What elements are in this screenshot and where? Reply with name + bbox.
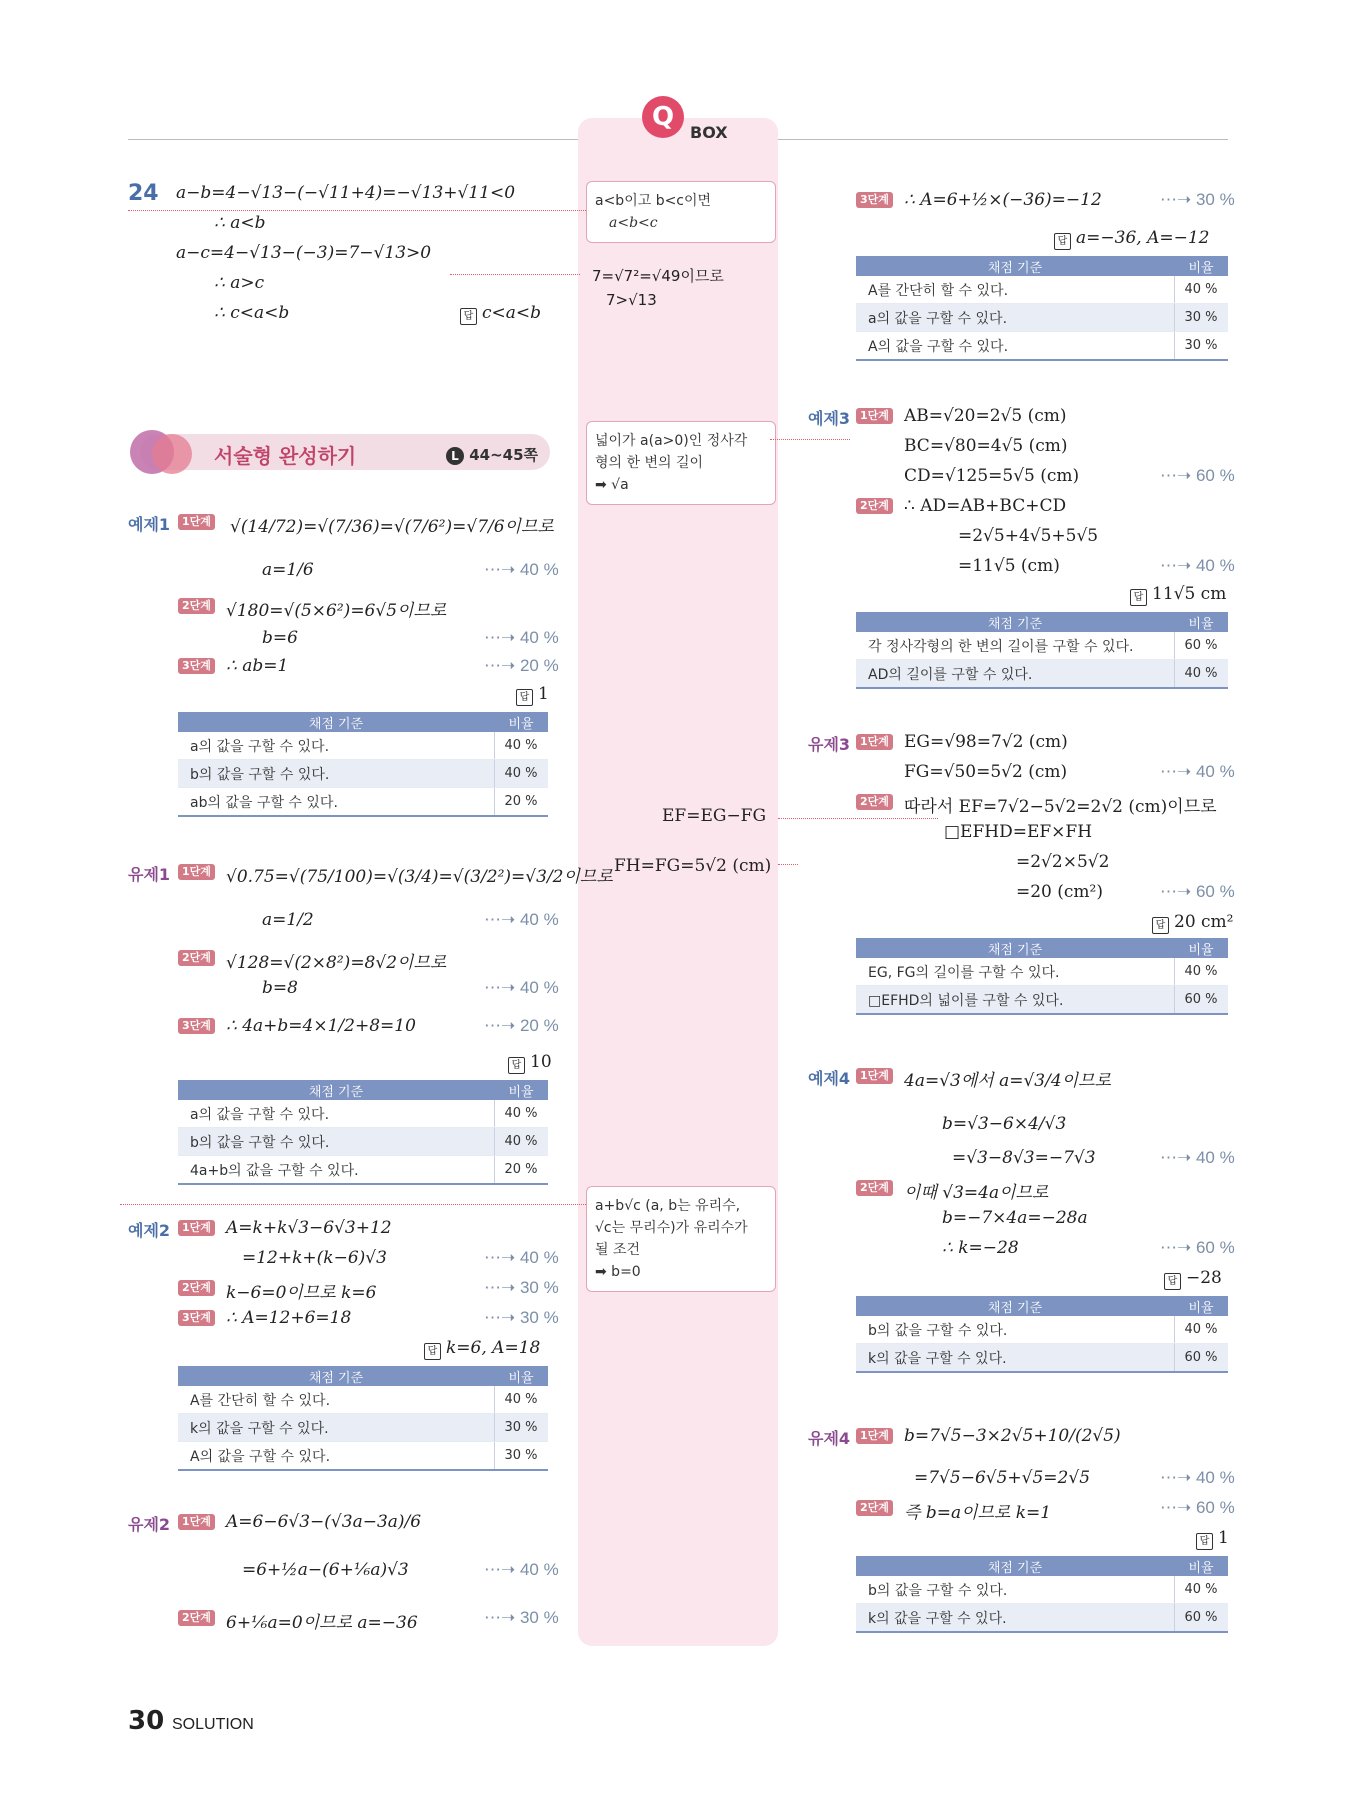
ex3-answer: 답 11√5 cm xyxy=(1130,584,1226,606)
ex3-line: ∴ AD=AB+BC+CD xyxy=(904,496,1067,516)
qbox-note-rational xyxy=(586,1186,776,1292)
ratio-cell: 40 % xyxy=(494,732,548,760)
ex4-percent: ⋯➝ 40 % xyxy=(1160,1148,1235,1167)
yu2-line: ∴ A=6+½×(−36)=−12 xyxy=(904,190,1102,210)
answer-icon: 답 xyxy=(1196,1533,1213,1550)
ex3-criteria-table xyxy=(856,612,1228,689)
step-3-badge: 3단계 xyxy=(178,1310,215,1326)
ratio-header: 비율 xyxy=(494,1366,548,1386)
example-1-tag: 예제1 xyxy=(128,515,171,534)
note-line: a<b<c xyxy=(609,215,658,231)
yu3-percent: ⋯➝ 40 % xyxy=(1160,762,1235,781)
step-2-badge: 2단계 xyxy=(178,950,215,966)
p24-line: a−b=4−√13−(−√11+4)=−√13+√11<0 xyxy=(176,183,516,203)
connector xyxy=(778,818,938,819)
crit-header: 채점 기준 xyxy=(178,1080,494,1100)
connector xyxy=(778,864,798,865)
note-line: 넓이가 a(a>0)인 정사각 xyxy=(595,433,748,449)
ref-pages xyxy=(446,444,538,465)
ratio-cell: 40 % xyxy=(494,1128,548,1156)
ex2-line: A=k+k√3−6√3+12 xyxy=(226,1218,392,1238)
qbox-note-square xyxy=(586,421,776,505)
step-2-badge: 2단계 xyxy=(178,1280,215,1296)
step-1-badge: 1단계 xyxy=(178,1514,215,1530)
p24-answer: 답 c<a<b xyxy=(460,303,541,325)
crit-cell: b의 값을 구할 수 있다. xyxy=(856,1576,1174,1604)
yu3-line: □EFHD=EF×FH xyxy=(944,822,1093,842)
step-1-badge: 1단계 xyxy=(178,864,215,880)
answer-icon: 답 xyxy=(1054,233,1071,250)
yu2-percent: ⋯➝ 30 % xyxy=(484,1608,559,1627)
ex4-line: ∴ k=−28 xyxy=(942,1238,1019,1258)
ex1-criteria-table xyxy=(178,712,548,817)
ex4-line: 이때 √3=4a이므로 xyxy=(904,1183,1049,1203)
yu4-line: 즉 b=a이므로 k=1 xyxy=(904,1503,1052,1523)
step-2-badge: 2단계 xyxy=(856,794,893,810)
ex1-percent: ⋯➝ 20 % xyxy=(484,656,559,675)
ex4-line: b=√3−6×4/√3 xyxy=(942,1114,1067,1134)
top-rule-right xyxy=(778,139,1228,140)
ex3-percent: ⋯➝ 40 % xyxy=(1160,556,1235,575)
ex4-percent: ⋯➝ 60 % xyxy=(1160,1238,1235,1257)
example-3-tag: 예제3 xyxy=(808,409,851,428)
connector xyxy=(450,274,580,275)
note-line: √c는 무리수)가 유리수가 xyxy=(595,1220,748,1236)
crit-header: 채점 기준 xyxy=(856,612,1174,632)
crit-cell: b의 값을 구할 수 있다. xyxy=(856,1316,1174,1344)
ratio-cell: 20 % xyxy=(494,788,548,817)
ex2-percent: ⋯➝ 30 % xyxy=(484,1308,559,1327)
qbox-note-ef: EF=EG−FG xyxy=(662,806,767,826)
step-2-badge: 2단계 xyxy=(178,598,215,614)
yu1-line: a=1/2 xyxy=(262,910,314,930)
footer-section: SOLUTION xyxy=(172,1716,254,1733)
ex3-line: =11√5 (cm) xyxy=(958,556,1060,576)
crit-header: 채점 기준 xyxy=(856,256,1174,276)
step-1-badge: 1단계 xyxy=(178,514,215,530)
ex1-line: √180=√(5×6²)=6√5이므로 xyxy=(226,601,447,621)
crit-header: 채점 기준 xyxy=(856,938,1174,958)
crit-cell: 각 정사각형의 한 변의 길이를 구할 수 있다. xyxy=(856,632,1174,660)
answer-icon: 답 xyxy=(1164,1273,1181,1290)
yu1-line: ∴ 4a+b=4×1/2+8=10 xyxy=(226,1016,416,1036)
yu4-criteria-table xyxy=(856,1556,1228,1633)
crit-cell: ab의 값을 구할 수 있다. xyxy=(178,788,494,817)
crit-cell: A의 값을 구할 수 있다. xyxy=(856,332,1174,361)
crit-cell: A의 값을 구할 수 있다. xyxy=(178,1442,494,1471)
yu2-criteria-table xyxy=(856,256,1228,361)
yu3-line: =2√2×5√2 xyxy=(1016,852,1110,872)
ratio-cell: 40 % xyxy=(1174,1316,1228,1344)
ratio-header: 비율 xyxy=(1174,938,1228,958)
crit-header: 채점 기준 xyxy=(856,1296,1174,1316)
ex2-line: ∴ A=12+6=18 xyxy=(226,1308,352,1328)
practice-1-tag: 유제1 xyxy=(128,865,171,884)
ratio-cell: 20 % xyxy=(494,1156,548,1185)
ex2-line: k−6=0이므로 k=6 xyxy=(226,1283,377,1303)
ratio-cell: 30 % xyxy=(1174,332,1228,361)
answer-icon: 답 xyxy=(1152,917,1169,934)
yu1-percent: ⋯➝ 40 % xyxy=(484,910,559,929)
crit-cell: b의 값을 구할 수 있다. xyxy=(178,760,494,788)
qbox-badge: Q xyxy=(642,96,684,138)
note-line: 형의 한 변의 길이 xyxy=(595,455,704,471)
ex1-line: ∴ ab=1 xyxy=(226,656,289,676)
yu3-line: 따라서 EF=7√2−5√2=2√2 (cm)이므로 xyxy=(904,797,1217,817)
ex1-percent: ⋯➝ 40 % xyxy=(484,560,559,579)
ratio-header: 비율 xyxy=(1174,1556,1228,1576)
step-1-badge: 1단계 xyxy=(178,1220,215,1236)
connector xyxy=(770,439,850,440)
ratio-cell: 30 % xyxy=(494,1442,548,1471)
step-1-badge: 1단계 xyxy=(856,1068,893,1084)
ratio-header: 비율 xyxy=(494,1080,548,1100)
crit-header: 채점 기준 xyxy=(178,1366,494,1386)
crit-cell: b의 값을 구할 수 있다. xyxy=(178,1128,494,1156)
ex4-line: 4a=√3에서 a=√3/4이므로 xyxy=(904,1071,1111,1091)
yu1-line: b=8 xyxy=(262,978,298,998)
ratio-header: 비율 xyxy=(494,712,548,732)
ratio-cell: 60 % xyxy=(1174,1344,1228,1373)
yu4-percent: ⋯➝ 60 % xyxy=(1160,1498,1235,1517)
ex4-criteria-table xyxy=(856,1296,1228,1373)
ex2-criteria-table xyxy=(178,1366,548,1471)
section-title: 서술형 완성하기 xyxy=(214,444,357,468)
yu4-line: =7√5−6√5+√5=2√5 xyxy=(914,1468,1091,1488)
yu2-line: 6+⅙a=0이므로 a=−36 xyxy=(226,1613,418,1633)
ratio-cell: 60 % xyxy=(1174,632,1228,660)
yu4-line: b=7√5−3×2√5+10/(2√5) xyxy=(904,1426,1121,1446)
step-3-badge: 3단계 xyxy=(178,1018,215,1034)
ratio-cell: 40 % xyxy=(1174,958,1228,986)
crit-cell: EG, FG의 길이를 구할 수 있다. xyxy=(856,958,1174,986)
crit-cell: a의 값을 구할 수 있다. xyxy=(178,732,494,760)
ex3-percent: ⋯➝ 60 % xyxy=(1160,466,1235,485)
note-line: a<b이고 b<c이면 xyxy=(595,193,712,209)
ratio-header: 비율 xyxy=(1174,256,1228,276)
ratio-cell: 40 % xyxy=(1174,1576,1228,1604)
practice-3-tag: 유제3 xyxy=(808,735,851,754)
ex3-line: CD=√125=5√5 (cm) xyxy=(904,466,1080,486)
ratio-cell: 30 % xyxy=(1174,304,1228,332)
ref-pages-text: 44~45쪽 xyxy=(469,446,539,464)
crit-cell: 4a+b의 값을 구할 수 있다. xyxy=(178,1156,494,1185)
ex4-answer: 답 −28 xyxy=(1164,1268,1222,1290)
ex2-answer: 답 k=6, A=18 xyxy=(424,1338,540,1360)
ex3-line: BC=√80=4√5 (cm) xyxy=(904,436,1068,456)
ratio-header: 비율 xyxy=(1174,612,1228,632)
connector xyxy=(120,1204,586,1205)
note-line: ➡ √a xyxy=(595,477,629,493)
ex2-percent: ⋯➝ 40 % xyxy=(484,1248,559,1267)
yu3-line: =20 (cm²) xyxy=(1016,882,1104,902)
p24-line: ∴ a>c xyxy=(214,273,265,293)
note-line: ➡ b=0 xyxy=(595,1264,641,1280)
ex4-line: =√3−8√3=−7√3 xyxy=(952,1148,1096,1168)
step-3-badge: 3단계 xyxy=(178,658,215,674)
yu1-percent: ⋯➝ 40 % xyxy=(484,978,559,997)
example-4-tag: 예제4 xyxy=(808,1069,851,1088)
practice-2-tag: 유제2 xyxy=(128,1515,171,1534)
answer-icon: 답 xyxy=(508,1057,525,1074)
step-3-badge: 3단계 xyxy=(856,192,893,208)
p24-line: ∴ a<b xyxy=(214,213,266,233)
step-2-badge: 2단계 xyxy=(856,1180,893,1196)
yu2-line: A=6−6√3−(√3a−3a)/6 xyxy=(226,1512,422,1532)
qbox-label: BOX xyxy=(690,123,728,142)
ex1-percent: ⋯➝ 40 % xyxy=(484,628,559,647)
step-2-badge: 2단계 xyxy=(178,1610,215,1626)
step-1-badge: 1단계 xyxy=(856,1428,893,1444)
ex1-line: a=1/6 xyxy=(262,560,314,580)
crit-cell: a의 값을 구할 수 있다. xyxy=(856,304,1174,332)
note-line: a+b√c (a, b는 유리수, xyxy=(595,1198,741,1214)
yu2-answer: 답 a=−36, A=−12 xyxy=(1054,228,1209,250)
yu4-answer: 답 1 xyxy=(1196,1528,1229,1550)
connector xyxy=(128,210,586,211)
yu3-line: EG=√98=7√2 (cm) xyxy=(904,732,1068,752)
yu4-percent: ⋯➝ 40 % xyxy=(1160,1468,1235,1487)
answer-icon: 답 xyxy=(516,689,533,706)
answer-icon: 답 xyxy=(424,1343,441,1360)
yu2-percent: ⋯➝ 30 % xyxy=(1160,190,1235,209)
ratio-cell: 40 % xyxy=(1174,276,1228,304)
problem-24-number: 24 xyxy=(128,181,159,206)
step-2-badge: 2단계 xyxy=(856,498,893,514)
yu1-line: √0.75=√(75/100)=√(3/4)=√(3/2²)=√3/2이므로 xyxy=(226,867,613,887)
ex2-percent: ⋯➝ 30 % xyxy=(484,1278,559,1297)
top-rule-left xyxy=(128,139,578,140)
banner-decoration-icon xyxy=(130,426,200,478)
yu3-percent: ⋯➝ 60 % xyxy=(1160,882,1235,901)
ex3-line: =2√5+4√5+5√5 xyxy=(958,526,1099,546)
yu1-percent: ⋯➝ 20 % xyxy=(484,1016,559,1035)
ex2-line: =12+k+(k−6)√3 xyxy=(242,1248,387,1268)
crit-cell: k의 값을 구할 수 있다. xyxy=(856,1344,1174,1373)
ratio-cell: 30 % xyxy=(494,1414,548,1442)
crit-cell: k의 값을 구할 수 있다. xyxy=(178,1414,494,1442)
ratio-cell: 40 % xyxy=(494,1100,548,1128)
yu1-answer: 답 10 xyxy=(508,1052,552,1074)
crit-header: 채점 기준 xyxy=(856,1556,1174,1576)
crit-header: 채점 기준 xyxy=(178,712,494,732)
page-number: 30 xyxy=(128,1706,165,1736)
yu1-line: √128=√(2×8²)=8√2이므로 xyxy=(226,953,447,973)
answer-icon: 답 xyxy=(1130,589,1147,606)
ratio-cell: 40 % xyxy=(1174,660,1228,689)
ratio-cell: 60 % xyxy=(1174,1604,1228,1633)
p24-line: ∴ c<a<b xyxy=(214,303,290,323)
crit-cell: A를 간단히 할 수 있다. xyxy=(856,276,1174,304)
ratio-cell: 60 % xyxy=(1174,986,1228,1015)
yu2-line: =6+½a−(6+⅙a)√3 xyxy=(242,1560,409,1580)
note-line: 될 조건 xyxy=(595,1242,641,1258)
crit-cell: k의 값을 구할 수 있다. xyxy=(856,1604,1174,1633)
ratio-cell: 40 % xyxy=(494,760,548,788)
yu1-criteria-table xyxy=(178,1080,548,1185)
step-1-badge: 1단계 xyxy=(856,408,893,424)
crit-cell: AD의 길이를 구할 수 있다. xyxy=(856,660,1174,689)
ex1-line: b=6 xyxy=(262,628,298,648)
ex3-line: AB=√20=2√5 (cm) xyxy=(904,406,1067,426)
qbox-note-order xyxy=(586,181,776,243)
qbox-note-compare xyxy=(592,264,724,312)
practice-4-tag: 유제4 xyxy=(808,1429,851,1448)
ratio-header: 비율 xyxy=(1174,1296,1228,1316)
yu3-line: FG=√50=5√2 (cm) xyxy=(904,762,1068,782)
ex1-answer: 답 1 xyxy=(516,684,549,706)
ex1-line: √(14/72)=√(7/36)=√(7/6²)=√7/6이므로 xyxy=(230,517,554,537)
crit-cell: a의 값을 구할 수 있다. xyxy=(178,1100,494,1128)
yu2-percent: ⋯➝ 40 % xyxy=(484,1560,559,1579)
example-2-tag: 예제2 xyxy=(128,1221,171,1240)
note-line: 7=√7²=√49이므로 xyxy=(592,267,724,285)
yu3-criteria-table xyxy=(856,938,1228,1015)
ratio-cell: 40 % xyxy=(494,1386,548,1414)
note-line: 7>√13 xyxy=(606,291,657,309)
crit-cell: □EFHD의 넓이를 구할 수 있다. xyxy=(856,986,1174,1015)
step-2-badge: 2단계 xyxy=(856,1500,893,1516)
qbox-note-fh: FH=FG=5√2 (cm) xyxy=(614,856,772,876)
ref-icon: L xyxy=(446,447,464,465)
step-1-badge: 1단계 xyxy=(856,734,893,750)
answer-icon: 답 xyxy=(460,308,477,325)
p24-line: a−c=4−√13−(−3)=7−√13>0 xyxy=(176,243,432,263)
yu3-answer: 답 20 cm² xyxy=(1152,912,1234,934)
ex4-line: b=−7×4a=−28a xyxy=(942,1208,1088,1228)
crit-cell: A를 간단히 할 수 있다. xyxy=(178,1386,494,1414)
